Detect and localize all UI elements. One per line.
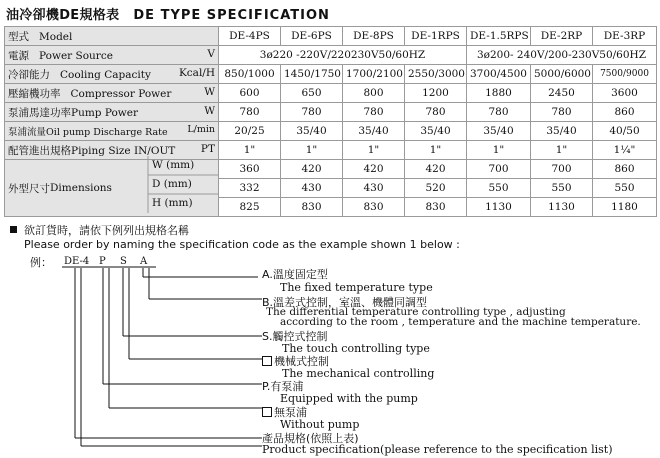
table-cell: 830 — [405, 198, 467, 217]
table-cell: 35/40 — [343, 122, 405, 141]
table-cell: 1" — [405, 141, 467, 160]
legend-s-en: The touch controlling type — [282, 342, 430, 355]
table-cell: 5000/6000 — [531, 65, 593, 84]
table-cell: 780 — [219, 103, 281, 122]
code-part-control: S — [120, 256, 127, 267]
cooling-label: 冷卻能力 Cooling Capacity Kcal/H — [5, 65, 219, 84]
dim-h-label: H (mm) — [152, 197, 193, 209]
table-cell: 1" — [281, 141, 343, 160]
dimensions-label: 外型尺寸 Dimensions — [5, 160, 219, 217]
table-cell: 800 — [343, 84, 405, 103]
legend-s-zh: S.觸控式控制 — [262, 330, 328, 343]
model-cell: DE-6PS — [281, 27, 343, 46]
example-prefix: 例： — [30, 256, 52, 269]
table-cell: 850/1000 — [219, 65, 281, 84]
table-cell: 1450/1750 — [281, 65, 343, 84]
table-cell: 780 — [531, 103, 593, 122]
model-cell: DE-4PS — [219, 27, 281, 46]
legend-p-zh: P.有泵浦 — [262, 380, 304, 393]
table-cell: 1200 — [405, 84, 467, 103]
table-cell: 825 — [219, 198, 281, 217]
title-zh: 油冷卻機DE規格表 — [6, 8, 120, 23]
table-cell: 2550/3000 — [405, 65, 467, 84]
legend-p-en: Equipped with the pump — [280, 392, 418, 405]
title-en: DE TYPE SPECIFICATION — [133, 8, 330, 23]
code-part-model: DE-4 — [64, 256, 90, 267]
model-cell: DE-8PS — [343, 27, 405, 46]
legend-a-zh: A.溫度固定型 — [262, 268, 328, 281]
table-cell: 1880 — [467, 84, 531, 103]
table-cell: 550 — [531, 179, 593, 198]
table-cell: 20/25 — [219, 122, 281, 141]
checkbox-icon — [262, 407, 272, 417]
table-cell: 430 — [281, 179, 343, 198]
dim-d-label: D (mm) — [152, 178, 192, 190]
table-cell: 35/40 — [531, 122, 593, 141]
table-cell: 35/40 — [467, 122, 531, 141]
table-cell: 550 — [593, 179, 657, 198]
table-cell: 520 — [405, 179, 467, 198]
model-cell: DE-3RP — [593, 27, 657, 46]
model-cell: DE-1RPS — [405, 27, 467, 46]
table-cell: 360 — [219, 160, 281, 179]
table-cell: 780 — [343, 103, 405, 122]
table-cell: 420 — [405, 160, 467, 179]
table-cell: 780 — [281, 103, 343, 122]
header-label: 型式 Model — [5, 27, 219, 46]
table-cell: 1" — [219, 141, 281, 160]
table-cell: 1180 — [593, 198, 657, 217]
table-cell: 830 — [343, 198, 405, 217]
table-cell: 830 — [281, 198, 343, 217]
legend-m-zh: 機械式控制 — [262, 353, 329, 369]
table-cell: 780 — [405, 103, 467, 122]
table-cell: 332 — [219, 179, 281, 198]
table-cell: 700 — [531, 160, 593, 179]
model-cell: DE-2RP — [531, 27, 593, 46]
table-cell: 860 — [593, 160, 657, 179]
table-cell: 1¼" — [593, 141, 657, 160]
table-cell: 600 — [219, 84, 281, 103]
legend-b-zh: B.溫差式控制，室溫、機體同調型 — [262, 296, 428, 309]
table-cell: 2450 — [531, 84, 593, 103]
order-note-en: Please order by naming the specification code as the example shown 1 below : — [24, 238, 460, 251]
table-cell: 420 — [281, 160, 343, 179]
table-cell: 35/40 — [405, 122, 467, 141]
code-part-temp: A — [140, 256, 148, 267]
table-cell: 1130 — [467, 198, 531, 217]
table-cell: 1" — [343, 141, 405, 160]
table-cell: 7500/9000 — [593, 65, 657, 84]
legend-n-zh: 無泵浦 — [262, 404, 307, 420]
compressor-label: 壓縮機功率 Compressor Power W — [5, 84, 219, 103]
dim-w-label: W (mm) — [152, 159, 195, 171]
table-cell: 420 — [343, 160, 405, 179]
legend-n-en: Without pump — [280, 418, 360, 431]
pump-label: 泵浦馬達功率Pump Power W — [5, 103, 219, 122]
legend-m-en: The mechanical controlling — [282, 367, 435, 380]
table-cell: 35/40 — [281, 122, 343, 141]
table-cell: 1" — [531, 141, 593, 160]
legend-prod-en: Product specification(please reference to the specification list) — [262, 443, 613, 456]
power-value-b: 3ø200- 240V/200-230V50/60HZ — [467, 46, 657, 65]
piping-label: 配管進出規格Piping Size IN/OUT PT — [5, 141, 219, 160]
table-cell: 650 — [281, 84, 343, 103]
legend-a-en: The fixed temperature type — [280, 281, 433, 294]
power-label: 電源 Power Source V — [5, 46, 219, 65]
table-cell: 3600 — [593, 84, 657, 103]
table-cell: 700 — [467, 160, 531, 179]
power-value-a: 3ø220 -220V/220230V50/60HZ — [219, 46, 467, 65]
table-cell: 430 — [343, 179, 405, 198]
table-cell: 860 — [593, 103, 657, 122]
table-cell: 1130 — [531, 198, 593, 217]
table-cell: 550 — [467, 179, 531, 198]
table-cell: 3700/4500 — [467, 65, 531, 84]
legend-b-en1: The differential temperature controlling type , adjusting — [266, 306, 566, 318]
discharge-label: 泵浦流量Oil pump Discharge Rate L/min — [5, 122, 219, 141]
table-cell: 1700/2100 — [343, 65, 405, 84]
table-cell: 780 — [467, 103, 531, 122]
code-part-pump: P — [99, 256, 106, 267]
table-cell: 1" — [467, 141, 531, 160]
order-note-zh: 欲訂貨時，請依下例列出規格名稱 — [24, 224, 189, 237]
legend-b-en2: according to the room , temperature and the machine temperature. — [280, 316, 641, 328]
legend-prod-zh: 產品規格(依照上表) — [262, 432, 359, 445]
checkbox-icon — [262, 356, 272, 366]
model-cell: DE-1.5RPS — [467, 27, 531, 46]
table-cell: 40/50 — [593, 122, 657, 141]
